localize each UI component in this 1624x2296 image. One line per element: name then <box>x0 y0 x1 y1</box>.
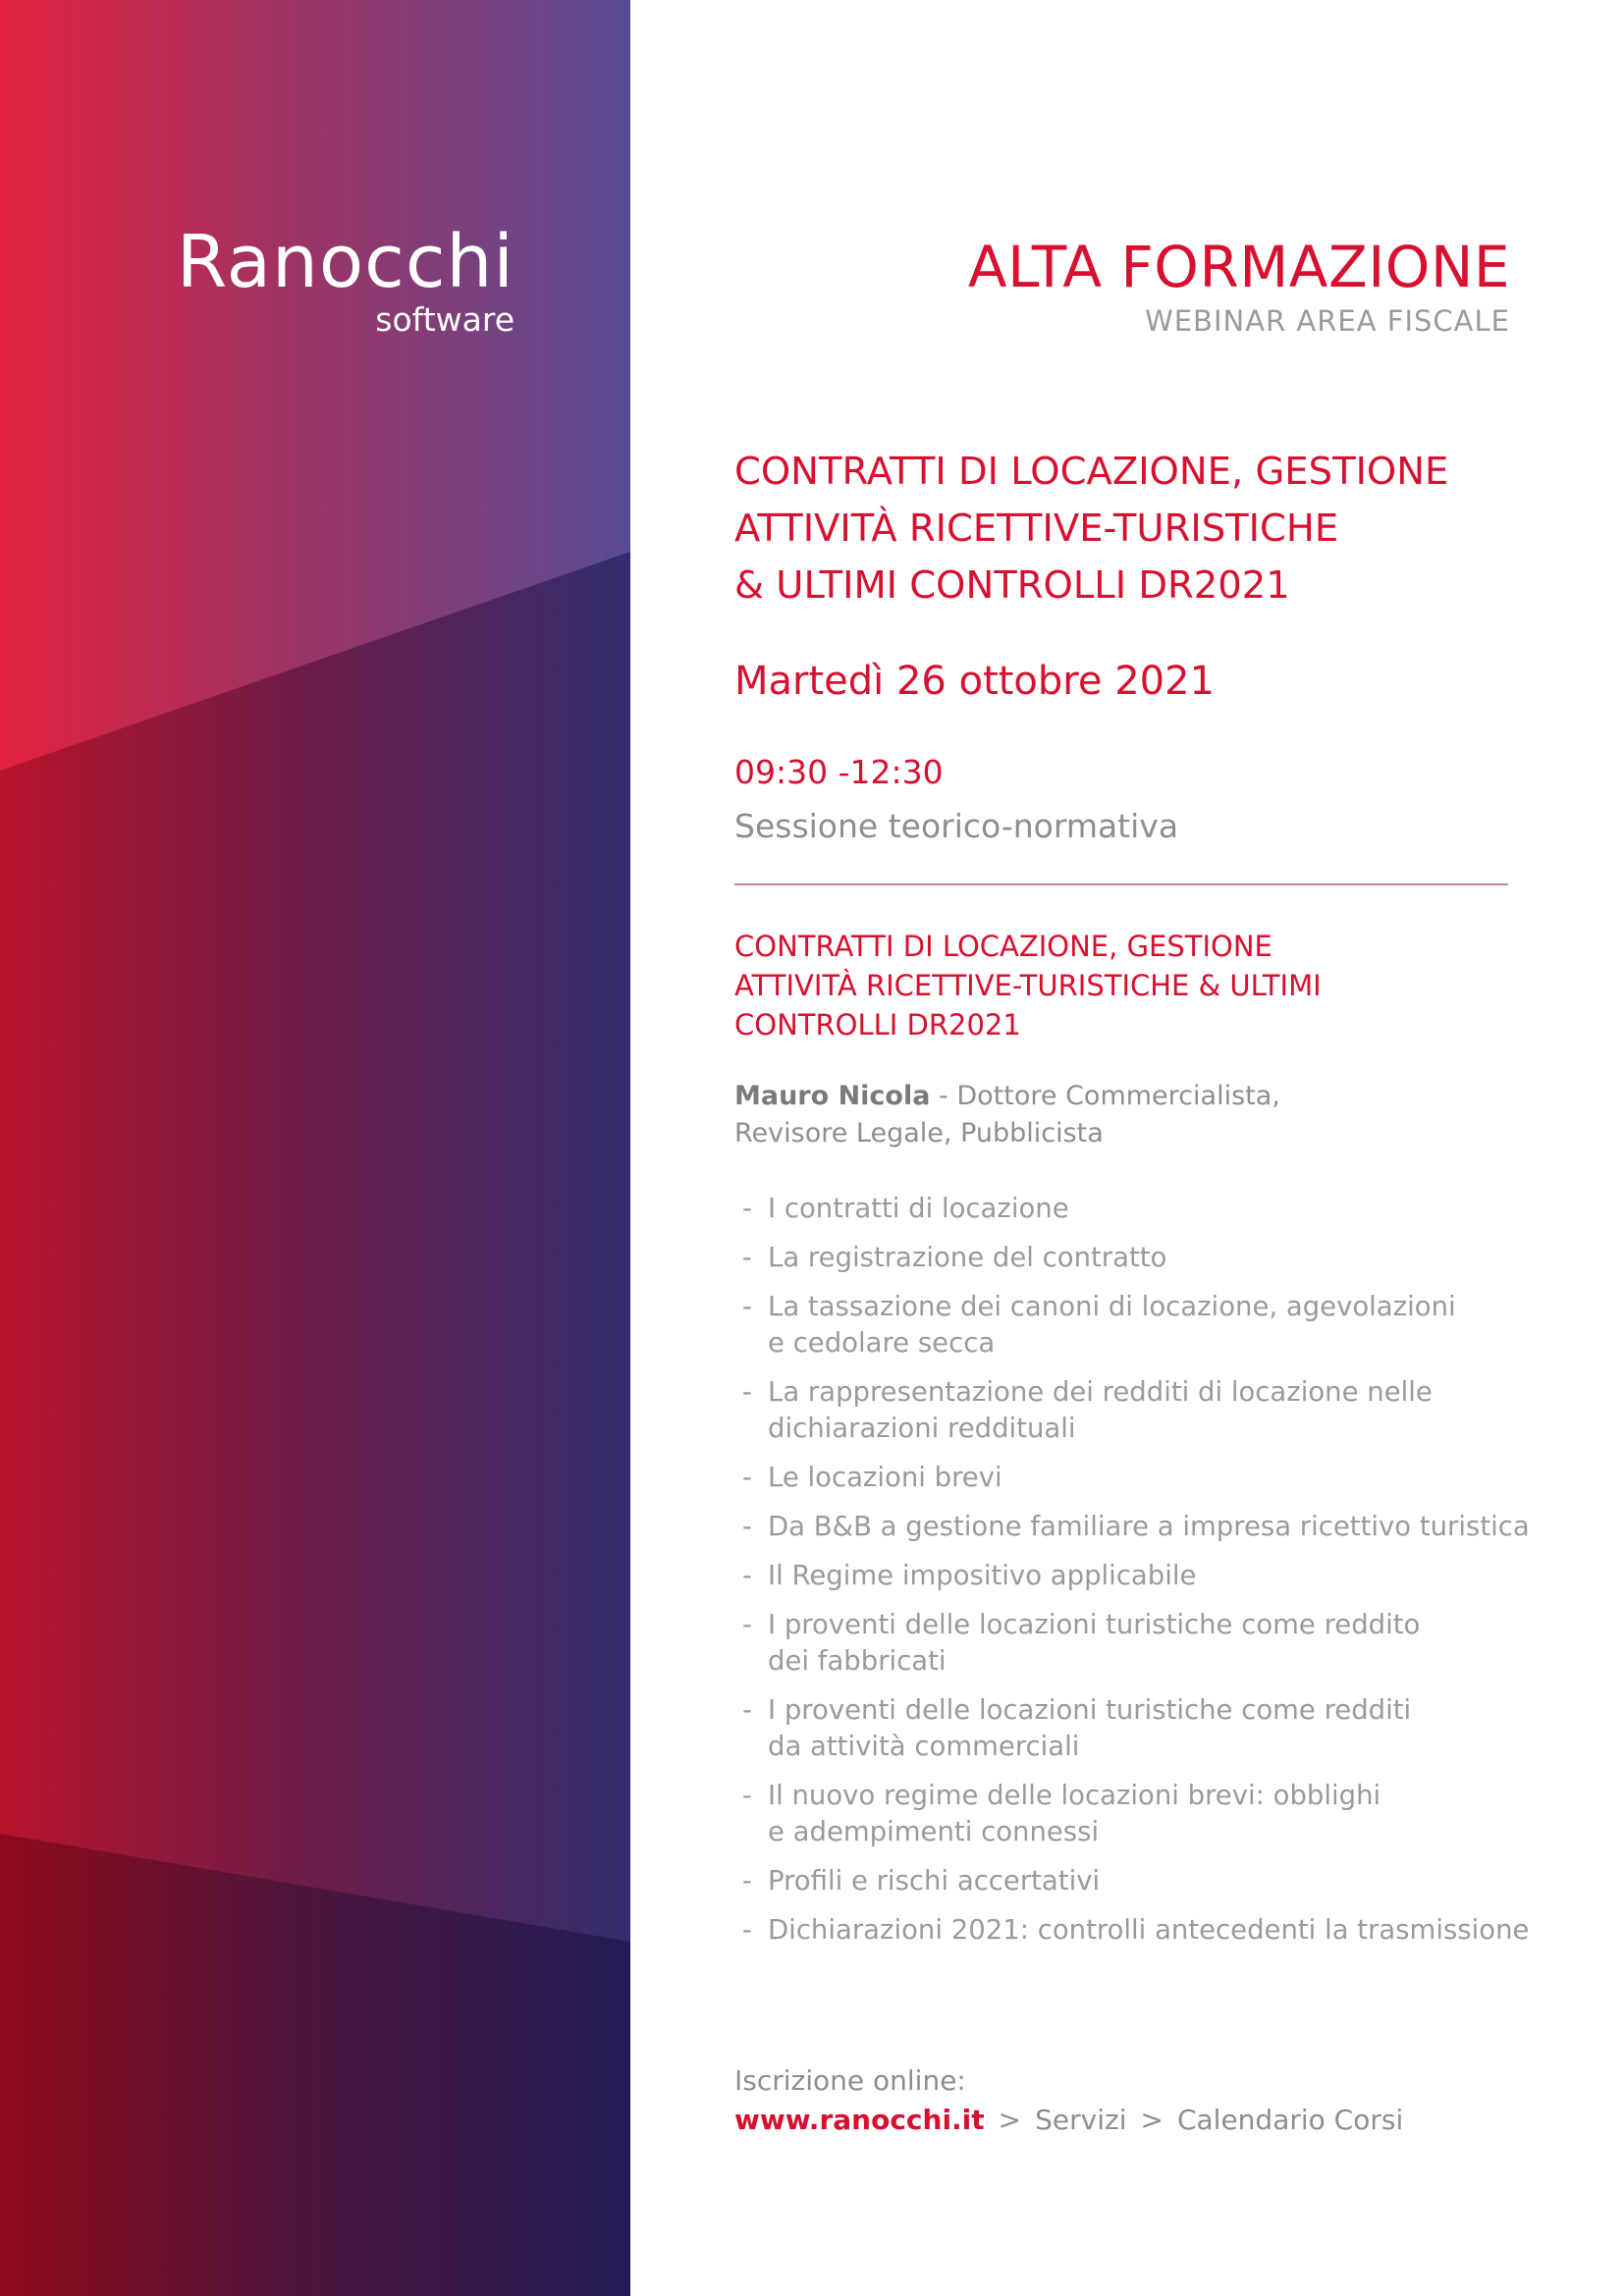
topic-text: e adempimenti connessi <box>768 1816 1100 1847</box>
topic-text: La rappresentazione dei redditi di locazione nelle <box>768 1376 1433 1408</box>
topic-bullet: - <box>742 1376 752 1408</box>
breadcrumb-servizi: Servizi <box>1035 2104 1127 2136</box>
topic-bullet: - <box>742 1462 752 1493</box>
website-link[interactable]: www.ranocchi.it <box>734 2104 985 2136</box>
topic-bullet: - <box>742 1560 752 1591</box>
topic-item <box>734 1240 1530 1276</box>
topic-bullet: - <box>742 1780 752 1811</box>
section-title-line: CONTROLLI DR2021 <box>734 1008 1021 1041</box>
topic-bullet: - <box>742 1865 752 1896</box>
section-divider <box>734 883 1508 885</box>
event-time: 09:30 -12:30 <box>734 753 944 791</box>
topic-text: dei fabbricati <box>768 1645 947 1677</box>
section-title-line: ATTIVITÀ RICETTIVE-TURISTICHE & ULTIMI <box>734 969 1322 1002</box>
topic-bullet: - <box>742 1914 752 1946</box>
event-title <box>734 444 1520 614</box>
topic-bullet: - <box>742 1291 752 1322</box>
topic-text: I contratti di locazione <box>768 1193 1069 1224</box>
breadcrumb-separator: > <box>1140 2104 1164 2136</box>
topic-item <box>734 1912 1530 1949</box>
topic-item <box>734 1778 1530 1850</box>
topic-text: dichiarazioni reddituali <box>768 1413 1076 1444</box>
event-title-line: CONTRATTI DI LOCAZIONE, GESTIONE <box>734 450 1449 494</box>
brand-title: ALTA FORMAZIONE <box>967 234 1510 300</box>
signup-label: Iscrizione online: <box>734 2064 966 2097</box>
topic-text: da attività commerciali <box>768 1731 1080 1762</box>
signup-info <box>734 2061 1403 2140</box>
topic-text: Il nuovo regime delle locazioni brevi: obblighi <box>768 1780 1381 1811</box>
topic-text: e cedolare secca <box>768 1327 996 1359</box>
topic-bullet: - <box>742 1242 752 1273</box>
logo-wordmark: Ranocchi <box>176 220 514 304</box>
topic-bullet: - <box>742 1511 752 1542</box>
brand-subtitle: WEBINAR AREA FISCALE <box>1145 304 1510 338</box>
topic-item <box>734 1863 1530 1899</box>
topic-item <box>734 1692 1530 1765</box>
speaker-name: Mauro Nicola <box>734 1081 931 1111</box>
topic-text: I proventi delle locazioni turistiche come reddito <box>768 1609 1421 1640</box>
topic-item <box>734 1374 1530 1447</box>
section-title <box>734 927 1322 1044</box>
topic-text: I proventi delle locazioni turistiche come redditi <box>768 1694 1412 1726</box>
topic-item <box>734 1289 1530 1362</box>
speaker-role: - Dottore Commercialista, <box>930 1081 1280 1111</box>
topic-text: Da B&B a gestione familiare a impresa ricettivo turistica <box>768 1511 1530 1542</box>
topic-text: La registrazione del contratto <box>768 1242 1167 1273</box>
breadcrumb-calendario-corsi: Calendario Corsi <box>1176 2104 1404 2136</box>
topic-text: Dichiarazioni 2021: controlli antecedenti la trasmissione <box>768 1914 1530 1946</box>
topics-list <box>734 1191 1530 1961</box>
company-logo <box>176 220 514 339</box>
topic-bullet: - <box>742 1609 752 1640</box>
topic-text: Il Regime impositivo applicabile <box>768 1560 1197 1591</box>
topic-bullet: - <box>742 1193 752 1224</box>
decorative-gradient-panel <box>0 0 630 2296</box>
event-title-line: & ULTIMI CONTROLLI DR2021 <box>734 563 1290 608</box>
topic-item <box>734 1607 1530 1680</box>
topic-text: Profili e rischi accertativi <box>768 1865 1101 1896</box>
speaker-role-continued: Revisore Legale, Pubblicista <box>734 1118 1104 1148</box>
topic-item <box>734 1191 1530 1227</box>
logo-tagline: software <box>375 300 514 339</box>
speaker-info <box>734 1078 1280 1152</box>
topic-text: Le locazioni brevi <box>768 1462 1002 1493</box>
topic-bullet: - <box>742 1694 752 1726</box>
session-type: Sessione teorico-normativa <box>734 807 1179 845</box>
gradient-background <box>0 0 630 2296</box>
topic-item <box>734 1558 1530 1594</box>
event-title-line: ATTIVITÀ RICETTIVE-TURISTICHE <box>734 507 1339 551</box>
topic-item <box>734 1460 1530 1496</box>
topic-item <box>734 1509 1530 1545</box>
signup-path <box>734 2101 1403 2140</box>
breadcrumb-separator: > <box>998 2104 1022 2136</box>
section-title-line: CONTRATTI DI LOCAZIONE, GESTIONE <box>734 930 1272 963</box>
event-date: Martedì 26 ottobre 2021 <box>734 659 1215 704</box>
topic-text: La tassazione dei canoni di locazione, agevolazioni <box>768 1291 1456 1322</box>
